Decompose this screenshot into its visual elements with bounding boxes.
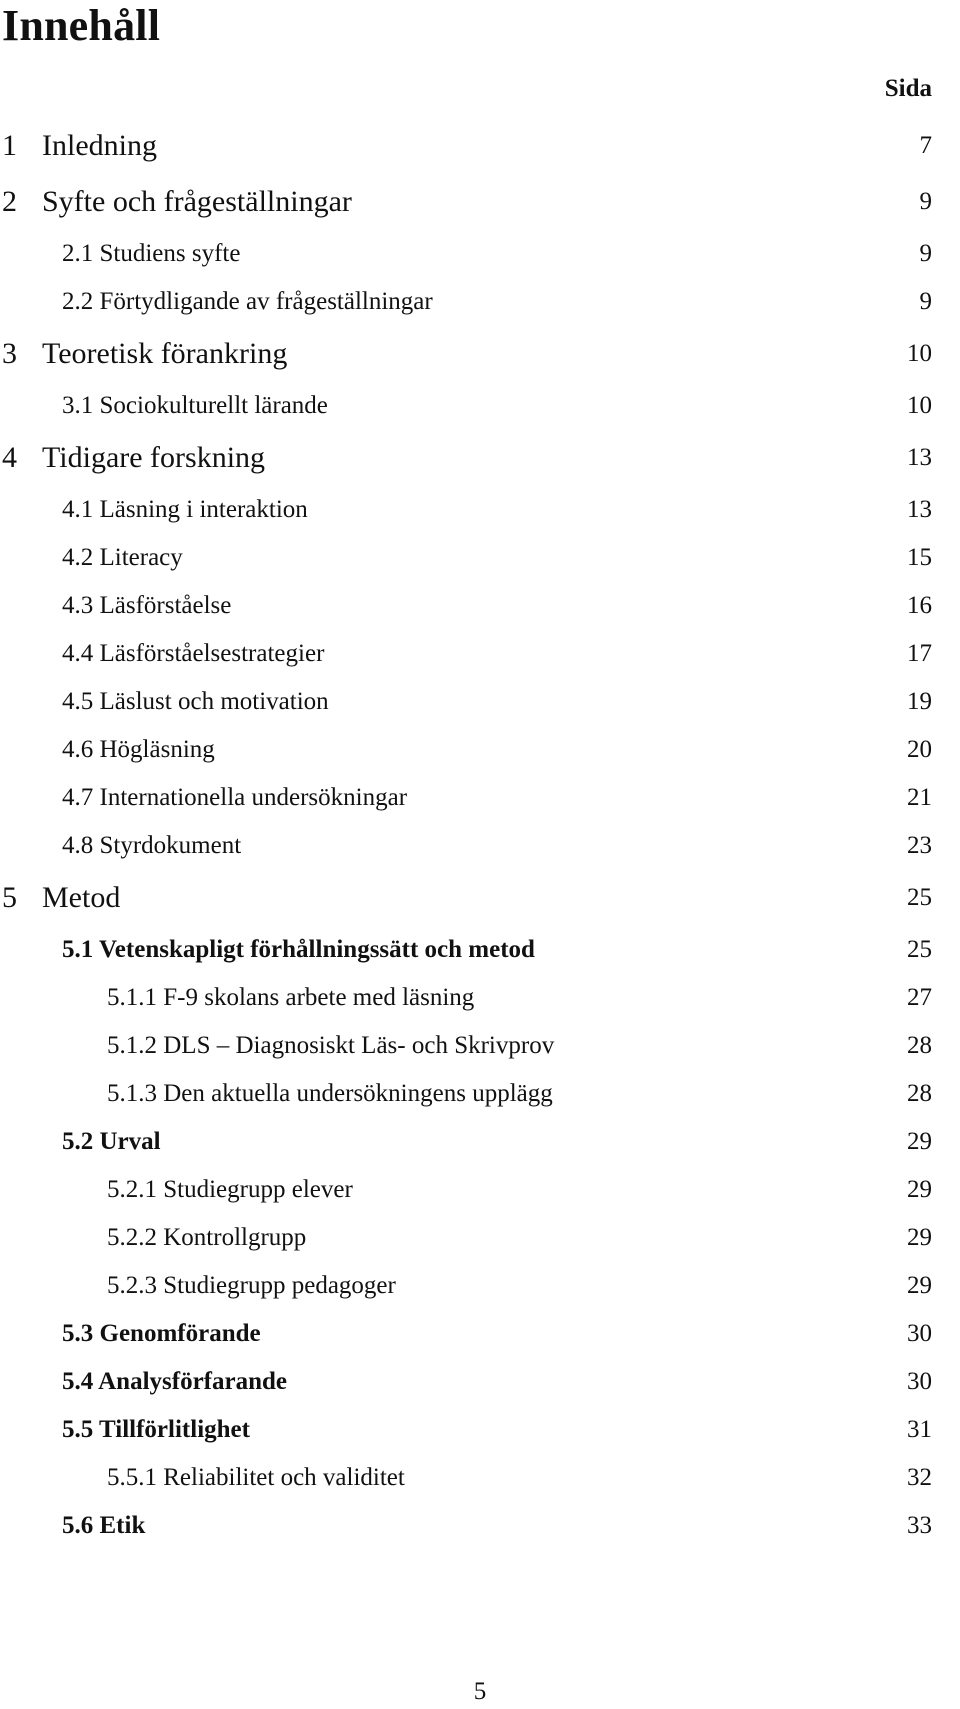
toc-chapter-1[interactable] (0, 118, 960, 174)
page-number: 33 (907, 1512, 932, 1539)
section-title: 5.1 Vetenskapligt förhållningssätt och metod (62, 936, 535, 963)
page-number: 32 (907, 1464, 932, 1491)
page-number: 30 (907, 1320, 932, 1347)
section-title: 5.6 Etik (62, 1512, 146, 1539)
page-number: 9 (919, 288, 932, 315)
section-title: 2.1 Studiens syfte (62, 240, 241, 267)
page-number: 29 (907, 1128, 932, 1155)
toc-section-5-1[interactable] (0, 926, 960, 974)
page-number: 28 (907, 1080, 932, 1107)
section-title: 4.7 Internationella undersökningar (62, 784, 408, 811)
page-number: 28 (907, 1032, 932, 1059)
toc-section-5-4[interactable] (0, 1358, 960, 1406)
subsection-title: 5.2.1 Studiegrupp elever (107, 1176, 353, 1203)
page-number: 16 (907, 592, 932, 619)
toc-section-4-4[interactable] (0, 630, 960, 678)
page-number: 29 (907, 1272, 932, 1299)
toc-section-4-5[interactable] (0, 678, 960, 726)
toc-subsection-5-1-2[interactable] (0, 1022, 960, 1070)
page-number: 13 (907, 444, 932, 471)
chapter-number: 1 (2, 129, 17, 162)
toc-chapter-5[interactable] (0, 870, 960, 926)
chapter-number: 4 (2, 441, 17, 474)
section-title: 3.1 Sociokulturellt lärande (62, 392, 328, 419)
toc-chapter-2[interactable] (0, 174, 960, 230)
subsection-title: 5.1.3 Den aktuella undersökningens upplägg (107, 1080, 553, 1107)
toc-subsection-5-2-3[interactable] (0, 1262, 960, 1310)
toc-section-3-1[interactable] (0, 382, 960, 430)
page-number: 29 (907, 1176, 932, 1203)
chapter-number: 5 (2, 881, 17, 914)
chapter-title: Inledning (42, 129, 157, 162)
toc-chapter-3[interactable] (0, 326, 960, 382)
section-title: 4.6 Högläsning (62, 736, 215, 763)
page-number: 25 (907, 936, 932, 963)
toc-section-5-2[interactable] (0, 1118, 960, 1166)
toc-chapter-4[interactable] (0, 430, 960, 486)
subsection-title: 5.1.1 F-9 skolans arbete med läsning (107, 984, 475, 1011)
chapter-title: Teoretisk förankring (42, 337, 288, 370)
section-title: 4.8 Styrdokument (62, 832, 242, 859)
subsection-title: 5.2.2 Kontrollgrupp (107, 1224, 307, 1251)
subsection-title: 5.5.1 Reliabilitet och validitet (107, 1464, 405, 1491)
section-title: 4.2 Literacy (62, 544, 183, 571)
page-number: 23 (907, 832, 932, 859)
toc-section-4-1[interactable] (0, 486, 960, 534)
page-title: Innehåll (2, 1, 161, 50)
page-number: 10 (907, 340, 932, 367)
toc-section-2-1[interactable] (0, 230, 960, 278)
section-title: 4.3 Läsförståelse (62, 592, 232, 619)
page-number: 10 (907, 392, 932, 419)
page-column-header: Sida (884, 75, 932, 102)
footer-page-number: 5 (473, 1678, 487, 1705)
section-title: 5.3 Genomförande (62, 1320, 261, 1347)
toc-section-5-3[interactable] (0, 1310, 960, 1358)
toc-subsection-5-1-1[interactable] (0, 974, 960, 1022)
page-number: 20 (907, 736, 932, 763)
chapter-number: 2 (2, 185, 17, 218)
toc-section-4-6[interactable] (0, 726, 960, 774)
section-title: 2.2 Förtydligande av frågeställningar (62, 288, 433, 315)
page-number: 9 (919, 188, 932, 215)
toc-subsection-5-2-2[interactable] (0, 1214, 960, 1262)
page-number: 15 (907, 544, 932, 571)
chapter-title: Tidigare forskning (42, 441, 266, 474)
page-number: 7 (919, 132, 932, 159)
page-number: 25 (907, 884, 932, 911)
toc-subsection-5-2-1[interactable] (0, 1166, 960, 1214)
section-title: 5.4 Analysförfarande (62, 1368, 287, 1395)
toc-subsection-5-1-3[interactable] (0, 1070, 960, 1118)
toc-section-4-2[interactable] (0, 534, 960, 582)
toc-section-4-7[interactable] (0, 774, 960, 822)
page-number: 17 (907, 640, 932, 667)
page-number: 9 (919, 240, 932, 267)
toc-subsection-5-5-1[interactable] (0, 1454, 960, 1502)
toc-section-4-3[interactable] (0, 582, 960, 630)
page-number: 21 (907, 784, 932, 811)
chapter-number: 3 (2, 337, 17, 370)
chapter-title: Metod (42, 881, 121, 914)
chapter-title: Syfte och frågeställningar (42, 185, 352, 218)
page-number: 19 (907, 688, 932, 715)
page-number: 27 (907, 984, 932, 1011)
section-title: 4.1 Läsning i interaktion (62, 496, 308, 523)
toc-section-4-8[interactable] (0, 822, 960, 870)
page-number: 30 (907, 1368, 932, 1395)
page-number: 29 (907, 1224, 932, 1251)
subsection-title: 5.1.2 DLS – Diagnosiskt Läs- och Skrivprov (107, 1032, 555, 1059)
section-title: 4.4 Läsförståelsestrategier (62, 640, 325, 667)
section-title: 5.5 Tillförlitlighet (62, 1416, 250, 1443)
toc-section-5-5[interactable] (0, 1406, 960, 1454)
section-title: 4.5 Läslust och motivation (62, 688, 329, 715)
toc-section-5-6[interactable] (0, 1502, 960, 1550)
table-of-contents (0, 118, 960, 1550)
subsection-title: 5.2.3 Studiegrupp pedagoger (107, 1272, 396, 1299)
section-title: 5.2 Urval (62, 1128, 161, 1155)
toc-section-2-2[interactable] (0, 278, 960, 326)
page-number: 13 (907, 496, 932, 523)
page-number: 31 (907, 1416, 932, 1443)
